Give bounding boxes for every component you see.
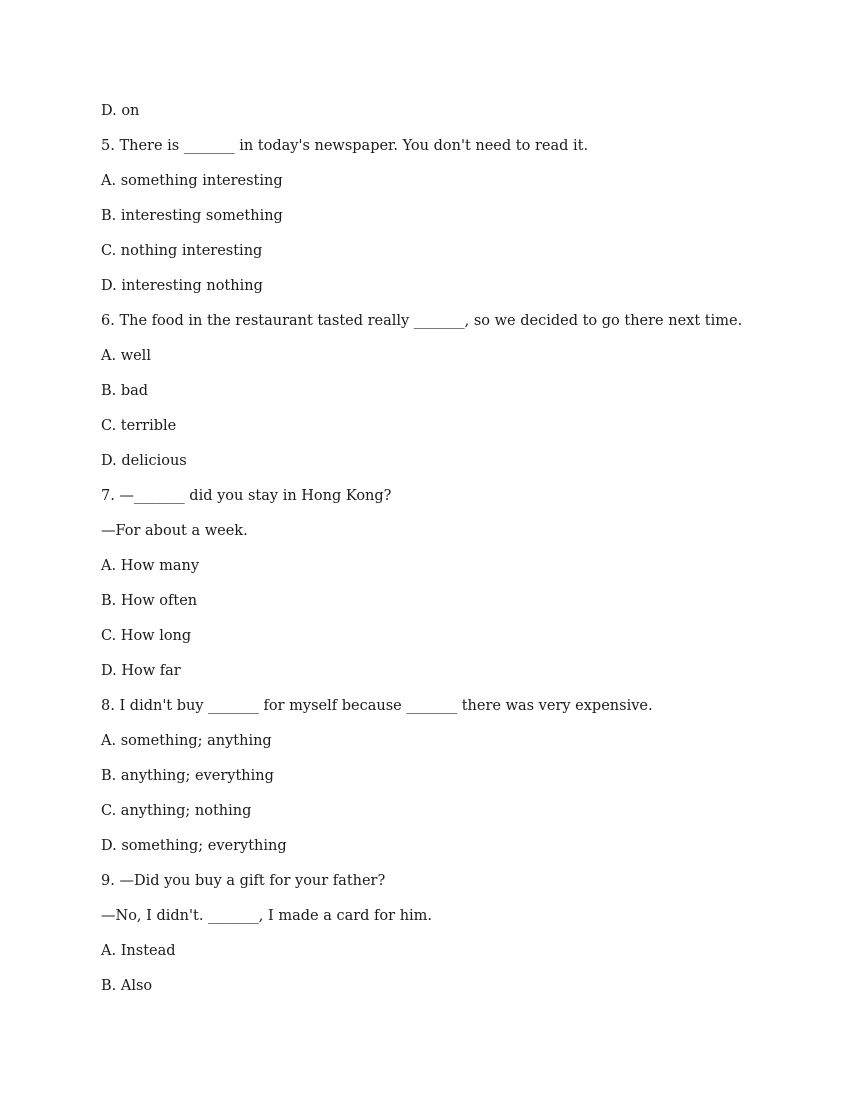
- question-9-stem: 9. —Did you buy a gift for your father?: [101, 873, 386, 889]
- question-9-option-b: B. Also: [101, 978, 153, 994]
- question-5-option-a: A. something interesting: [101, 173, 283, 189]
- question-9-reply: —No, I didn't. _______, I made a card for him.: [101, 908, 433, 924]
- question-8-stem: 8. I didn't buy _______ for myself because _______ there was very expensive.: [101, 698, 653, 714]
- question-7-stem: 7. —_______ did you stay in Hong Kong?: [101, 488, 392, 504]
- question-8-option-a: A. something; anything: [101, 733, 272, 749]
- question-8-option-b: B. anything; everything: [101, 768, 274, 784]
- question-5-option-d: D. interesting nothing: [101, 278, 263, 294]
- question-list: [101, 101, 781, 1011]
- question-9-option-a: A. Instead: [101, 943, 176, 959]
- question-6-option-c: C. terrible: [101, 418, 177, 434]
- question-5-option-c: C. nothing interesting: [101, 243, 263, 259]
- question-5-option-b: B. interesting something: [101, 208, 283, 224]
- question-5-stem: 5. There is _______ in today's newspaper. You don't need to read it.: [101, 138, 589, 154]
- question-7-option-b: B. How often: [101, 593, 198, 609]
- question-8-option-d: D. something; everything: [101, 838, 287, 854]
- option-d-on: D. on: [101, 103, 140, 119]
- question-6-option-a: A. well: [101, 348, 151, 364]
- question-8-option-c: C. anything; nothing: [101, 803, 252, 819]
- question-7-reply: —For about a week.: [101, 523, 248, 539]
- question-6-stem: 6. The food in the restaurant tasted really _______, so we decided to go there next time.: [101, 313, 743, 329]
- question-7-option-a: A. How many: [101, 558, 200, 574]
- question-7-option-d: D. How far: [101, 663, 181, 679]
- question-6-option-b: B. bad: [101, 383, 149, 399]
- question-7-option-c: C. How long: [101, 628, 192, 644]
- question-6-option-d: D. delicious: [101, 453, 187, 469]
